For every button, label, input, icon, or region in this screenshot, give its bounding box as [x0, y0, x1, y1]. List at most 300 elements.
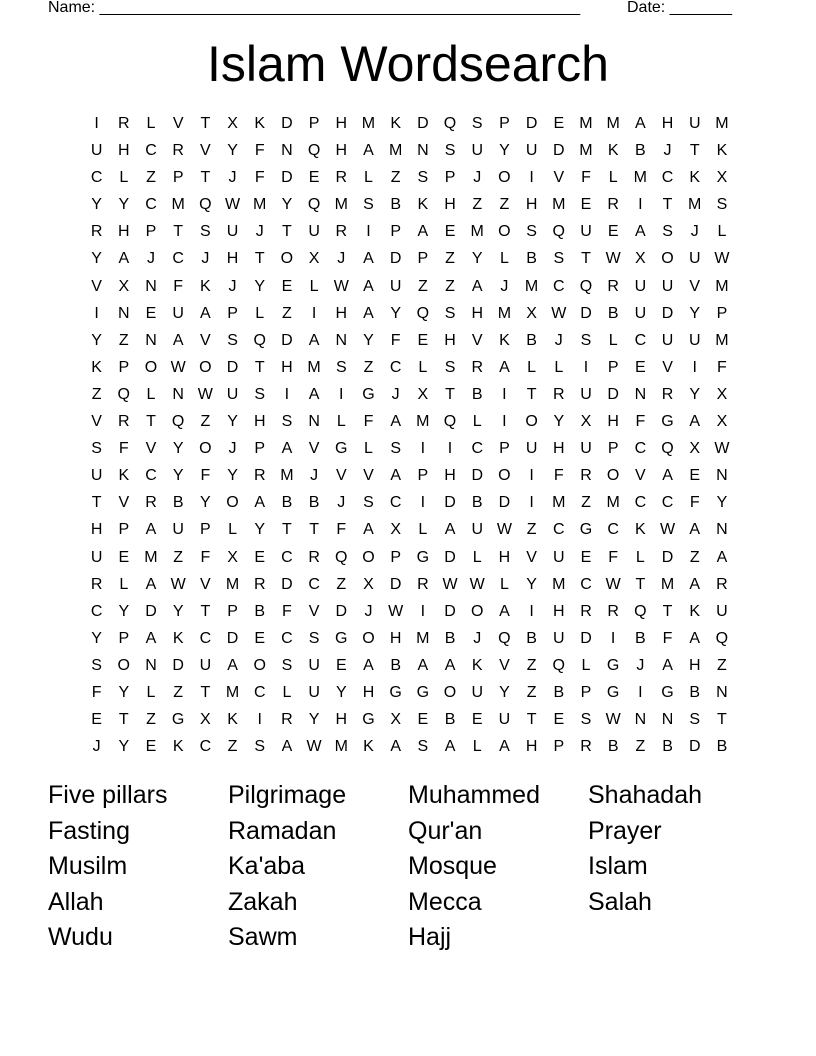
grid-letter: J: [228, 277, 237, 295]
grid-letter: B: [254, 602, 266, 620]
grid-letter: B: [553, 683, 565, 701]
grid-letter: Z: [526, 656, 537, 674]
word-list-item: Mecca: [408, 887, 482, 916]
word-list-item: Fasting: [48, 816, 130, 845]
grid-letter: D: [553, 142, 565, 160]
grid-letter: B: [444, 711, 456, 729]
grid-letter: Q: [199, 196, 212, 214]
grid-letter: B: [281, 494, 293, 512]
grid-letter: B: [526, 250, 537, 268]
grid-letter: T: [146, 413, 156, 431]
grid-letter: K: [227, 711, 238, 729]
grid-letter: P: [254, 440, 266, 458]
grid-letter: H: [471, 304, 483, 322]
grid-letter: Q: [634, 602, 647, 620]
grid-letter: N: [281, 142, 293, 160]
grid-letter: X: [390, 711, 401, 729]
grid-letter: R: [90, 223, 103, 241]
grid-letter: E: [118, 548, 130, 566]
grid-letter: H: [335, 115, 348, 132]
grid-letter: Q: [498, 629, 511, 647]
grid-letter: I: [94, 115, 99, 132]
grid-letter: Y: [335, 683, 347, 701]
grid-letter: U: [308, 683, 320, 701]
grid-letter: K: [417, 196, 429, 214]
grid-letter: R: [172, 142, 184, 160]
grid-letter: H: [688, 656, 701, 674]
grid-letter: N: [308, 413, 320, 431]
grid-letter: K: [390, 115, 401, 132]
grid-letter: I: [529, 169, 534, 187]
grid-letter: Y: [227, 142, 238, 160]
grid-letter: Z: [173, 683, 184, 701]
grid-letter: Z: [689, 548, 700, 566]
grid-letter: U: [172, 521, 184, 539]
grid-letter: L: [499, 575, 509, 593]
grid-letter: U: [308, 223, 320, 241]
grid-letter: R: [308, 548, 320, 566]
grid-letter: Y: [227, 467, 238, 485]
grid-letter: P: [390, 548, 401, 566]
grid-letter: V: [118, 494, 130, 512]
grid-letter: O: [199, 358, 212, 376]
grid-letter: B: [172, 494, 184, 512]
grid-letter: R: [607, 602, 619, 620]
word-list-item: Shahadah: [588, 781, 703, 809]
grid-letter: R: [580, 602, 592, 620]
grid-letter: P: [118, 629, 130, 647]
grid-letter: Y: [689, 304, 701, 322]
grid-letter: N: [716, 467, 728, 485]
grid-letter: Q: [117, 385, 130, 403]
grid-letter: U: [308, 656, 320, 674]
grid-letter: T: [200, 683, 211, 701]
grid-letter: A: [499, 358, 510, 376]
grid-letter: Y: [91, 331, 102, 349]
grid-letter: B: [308, 494, 320, 512]
grid-letter: U: [634, 304, 647, 322]
grid-letter: A: [281, 440, 293, 458]
grid-letter: U: [226, 223, 239, 241]
grid-letter: K: [172, 738, 184, 756]
grid-letter: I: [610, 629, 616, 647]
grid-letter: A: [417, 223, 429, 241]
grid-letter: G: [606, 656, 620, 674]
word-list-item: Pilgrimage: [228, 781, 347, 809]
grid-letter: Q: [171, 413, 185, 431]
grid-letter: B: [390, 196, 401, 214]
grid-letter: K: [499, 331, 510, 349]
grid-letter: H: [444, 196, 456, 214]
grid-letter: C: [661, 494, 674, 512]
grid-letter: C: [607, 521, 619, 539]
grid-letter: K: [91, 358, 102, 376]
grid-letter: H: [607, 413, 619, 431]
grid-letter: W: [714, 250, 730, 268]
grid-letter: P: [390, 223, 401, 241]
grid-letter: Q: [552, 656, 565, 674]
grid-letter: J: [201, 250, 210, 268]
grid-letter: I: [420, 494, 426, 512]
grid-letter: C: [553, 521, 565, 539]
grid-letter: L: [499, 250, 509, 268]
grid-letter: E: [145, 304, 157, 322]
grid-letter: K: [607, 142, 619, 160]
grid-letter: C: [580, 575, 592, 593]
grid-letter: D: [444, 494, 456, 512]
grid-letter: M: [552, 575, 566, 593]
grid-letter: X: [526, 304, 537, 322]
word-list-item: Wudu: [48, 923, 113, 951]
grid-letter: L: [146, 385, 156, 403]
grid-letter: E: [417, 711, 429, 729]
word-list-item: Hajj: [408, 923, 452, 951]
grid-letter: I: [529, 602, 534, 620]
grid-letter: A: [363, 250, 374, 268]
grid-letter: K: [118, 467, 130, 485]
word-list-item: Muhammed: [408, 781, 540, 809]
grid-letter: N: [716, 521, 728, 539]
grid-letter: V: [308, 440, 320, 458]
grid-letter: D: [607, 385, 619, 403]
grid-letter: M: [307, 358, 321, 376]
grid-letter: U: [634, 277, 647, 295]
grid-letter: V: [91, 413, 102, 431]
grid-letter: D: [281, 331, 293, 349]
grid-letter: J: [690, 223, 699, 241]
grid-letter: V: [499, 656, 510, 674]
grid-letter: R: [335, 169, 348, 187]
grid-letter: A: [363, 521, 374, 539]
grid-letter: I: [339, 385, 344, 403]
grid-letter: D: [145, 602, 157, 620]
grid-letter: I: [638, 683, 643, 701]
grid-letter: R: [607, 277, 619, 295]
grid-letter: X: [227, 548, 238, 566]
grid-letter: Y: [526, 575, 537, 593]
grid-letter: P: [145, 223, 157, 241]
grid-letter: W: [714, 440, 730, 458]
grid-letter: Z: [635, 738, 646, 756]
grid-letter: S: [227, 331, 238, 349]
grid-letter: H: [253, 413, 266, 431]
grid-letter: L: [146, 115, 156, 132]
grid-letter: J: [473, 169, 482, 187]
grid-letter: W: [388, 602, 404, 620]
grid-letter: Y: [118, 738, 130, 756]
grid-letter: Q: [253, 331, 266, 349]
grid-letter: A: [172, 331, 184, 349]
grid-letter: L: [119, 169, 129, 187]
grid-letter: D: [389, 575, 402, 593]
grid-letter: M: [361, 115, 376, 132]
grid-letter: V: [363, 467, 374, 485]
grid-letter: B: [607, 304, 619, 322]
grid-letter: Y: [200, 494, 211, 512]
grid-letter: Z: [445, 277, 455, 295]
grid-letter: U: [580, 223, 592, 241]
grid-letter: W: [496, 521, 512, 539]
grid-letter: H: [118, 223, 130, 241]
grid-letter: H: [335, 142, 348, 160]
grid-letter: U: [580, 440, 592, 458]
grid-letter: A: [363, 277, 374, 295]
grid-letter: L: [364, 440, 373, 458]
grid-letter: K: [635, 521, 646, 539]
grid-letter: V: [471, 331, 483, 349]
grid-letter: S: [363, 196, 374, 214]
grid-letter: B: [390, 656, 401, 674]
grid-letter: M: [715, 115, 729, 132]
date-field[interactable]: Date: _______: [627, 0, 732, 16]
grid-letter: X: [118, 277, 130, 295]
grid-letter: I: [257, 711, 262, 729]
grid-letter: U: [90, 467, 103, 485]
grid-letter: J: [636, 656, 645, 674]
grid-letter: U: [688, 250, 701, 268]
grid-letter: K: [471, 656, 483, 674]
grid-letter: Z: [146, 169, 156, 187]
grid-letter: E: [145, 738, 157, 756]
grid-letter: H: [118, 142, 130, 160]
grid-letter: X: [363, 575, 374, 593]
grid-letter: F: [91, 683, 102, 701]
grid-letter: D: [444, 602, 456, 620]
grid-letter: F: [254, 169, 265, 187]
grid-letter: Z: [227, 738, 238, 756]
grid-letter: M: [497, 304, 512, 322]
grid-letter: F: [254, 142, 265, 160]
grid-letter: V: [200, 142, 211, 160]
grid-letter: D: [389, 250, 402, 268]
grid-letter: L: [119, 575, 129, 593]
grid-letter: Q: [307, 196, 321, 214]
grid-letter: S: [417, 738, 429, 756]
grid-letter: V: [200, 575, 211, 593]
grid-letter: F: [662, 629, 673, 647]
grid-letter: O: [443, 683, 457, 701]
grid-letter: G: [335, 629, 348, 647]
grid-letter: V: [91, 277, 102, 295]
grid-letter: N: [716, 683, 728, 701]
grid-letter: M: [579, 115, 593, 132]
grid-letter: G: [579, 521, 593, 539]
grid-letter: I: [502, 385, 507, 403]
grid-letter: A: [281, 738, 293, 756]
grid-letter: C: [634, 331, 647, 349]
grid-letter: A: [662, 467, 673, 485]
grid-letter: O: [606, 467, 620, 485]
grid-letter: U: [525, 440, 538, 458]
grid-letter: S: [444, 304, 456, 322]
grid-letter: X: [716, 385, 728, 403]
grid-letter: Y: [118, 602, 130, 620]
grid-letter: R: [553, 385, 565, 403]
grid-letter: S: [254, 385, 266, 403]
grid-letter: J: [337, 494, 346, 512]
grid-letter: D: [661, 304, 674, 322]
grid-letter: J: [337, 250, 346, 268]
grid-letter: M: [633, 169, 647, 187]
grid-letter: R: [253, 467, 266, 485]
grid-letter: M: [225, 683, 240, 701]
grid-letter: W: [605, 250, 621, 268]
grid-letter: I: [638, 196, 643, 214]
grid-letter: N: [145, 656, 157, 674]
grid-letter: Q: [579, 277, 593, 295]
grid-letter: Y: [172, 602, 184, 620]
grid-letter: J: [663, 142, 672, 160]
grid-letter: Y: [716, 494, 728, 512]
grid-letter: C: [471, 440, 483, 458]
grid-letter: A: [444, 738, 456, 756]
grid-letter: I: [529, 494, 534, 512]
grid-letter: Z: [472, 196, 483, 214]
grid-letter: U: [226, 385, 239, 403]
name-field[interactable]: Name: ______________________________________________________: [48, 0, 581, 16]
grid-letter: R: [90, 575, 103, 593]
grid-letter: K: [200, 277, 211, 295]
grid-letter: H: [444, 331, 456, 349]
word-list-item: Five pillars: [48, 781, 168, 809]
grid-letter: Y: [172, 467, 184, 485]
grid-letter: R: [253, 575, 266, 593]
grid-letter: L: [472, 548, 482, 566]
grid-letter: A: [471, 277, 483, 295]
grid-letter: Z: [173, 548, 184, 566]
grid-letter: V: [200, 331, 211, 349]
grid-letter: W: [170, 358, 186, 376]
grid-letter: Q: [552, 223, 565, 241]
grid-letter: E: [444, 223, 456, 241]
grid-letter: L: [364, 169, 373, 187]
grid-letter: D: [172, 656, 184, 674]
grid-letter: Y: [254, 521, 266, 539]
grid-letter: Z: [146, 711, 156, 729]
grid-letter: A: [417, 656, 429, 674]
grid-letter: X: [716, 413, 728, 431]
grid-letter: H: [553, 602, 565, 620]
grid-letter: J: [500, 277, 509, 295]
grid-letter: R: [335, 223, 348, 241]
grid-letter: V: [145, 440, 157, 458]
grid-letter: N: [634, 711, 647, 729]
grid-letter: E: [689, 467, 701, 485]
grid-letter: C: [281, 629, 293, 647]
grid-letter: Y: [118, 683, 130, 701]
grid-letter: X: [308, 250, 320, 268]
grid-letter: O: [362, 629, 375, 647]
grid-letter: L: [228, 521, 237, 539]
grid-letter: O: [498, 169, 511, 187]
grid-letter: G: [661, 413, 674, 431]
grid-letter: Z: [363, 358, 374, 376]
grid-letter: D: [661, 548, 674, 566]
grid-letter: C: [199, 629, 212, 647]
word-list-item: Musilm: [48, 852, 128, 880]
grid-letter: E: [308, 169, 320, 187]
grid-letter: A: [390, 413, 401, 431]
grid-letter: J: [310, 467, 319, 485]
grid-letter: D: [580, 629, 592, 647]
grid-letter: B: [526, 629, 537, 647]
grid-letter: M: [253, 196, 267, 214]
grid-letter: C: [90, 602, 103, 620]
grid-letter: T: [309, 521, 319, 539]
grid-letter: U: [90, 548, 103, 566]
grid-letter: I: [94, 304, 99, 322]
grid-letter: A: [308, 385, 320, 403]
grid-letter: Y: [91, 629, 102, 647]
grid-letter: L: [309, 277, 319, 295]
grid-letter: I: [583, 358, 589, 376]
grid-letter: A: [390, 738, 401, 756]
grid-letter: E: [281, 277, 293, 295]
grid-letter: J: [228, 169, 237, 187]
grid-letter: Y: [91, 196, 102, 214]
grid-letter: F: [363, 413, 374, 431]
grid-letter: E: [254, 629, 266, 647]
grid-letter: S: [91, 440, 102, 458]
grid-letter: I: [420, 440, 426, 458]
grid-letter: Z: [200, 413, 211, 431]
word-list-item: Qur'an: [408, 816, 483, 845]
grid-letter: D: [498, 494, 511, 512]
grid-letter: U: [199, 656, 212, 674]
grid-letter: M: [334, 196, 348, 214]
grid-letter: T: [282, 223, 292, 241]
grid-letter: W: [170, 575, 186, 593]
grid-letter: R: [417, 575, 429, 593]
grid-letter: P: [227, 304, 238, 322]
grid-letter: G: [171, 711, 185, 729]
grid-letter: S: [471, 115, 483, 132]
grid-letter: M: [688, 196, 702, 214]
grid-letter: J: [92, 738, 101, 756]
grid-letter: L: [418, 521, 428, 539]
grid-letter: J: [228, 440, 237, 458]
grid-letter: C: [172, 250, 184, 268]
grid-letter: P: [118, 358, 130, 376]
grid-letter: U: [688, 115, 701, 132]
grid-letter: D: [281, 169, 293, 187]
grid-letter: W: [659, 521, 676, 539]
grid-letter: S: [281, 656, 293, 674]
grid-letter: D: [471, 467, 483, 485]
grid-letter: M: [552, 196, 566, 214]
grid-letter: O: [144, 358, 158, 376]
grid-letter: U: [688, 331, 701, 349]
grid-letter: S: [580, 711, 592, 729]
grid-letter: S: [662, 223, 673, 241]
grid-letter: E: [417, 331, 429, 349]
grid-letter: H: [362, 683, 375, 701]
grid-letter: L: [472, 738, 482, 756]
grid-letter: G: [335, 440, 348, 458]
grid-letter: E: [635, 358, 646, 376]
grid-letter: L: [146, 683, 156, 701]
grid-letter: Y: [689, 385, 701, 403]
grid-letter: R: [281, 711, 293, 729]
grid-letter: P: [200, 521, 211, 539]
grid-letter: Y: [308, 711, 320, 729]
grid-letter: M: [524, 277, 539, 295]
grid-letter: Z: [417, 277, 428, 295]
grid-letter: A: [363, 142, 374, 160]
grid-letter: O: [199, 440, 212, 458]
grid-letter: O: [498, 467, 511, 485]
grid-letter: A: [662, 656, 673, 674]
